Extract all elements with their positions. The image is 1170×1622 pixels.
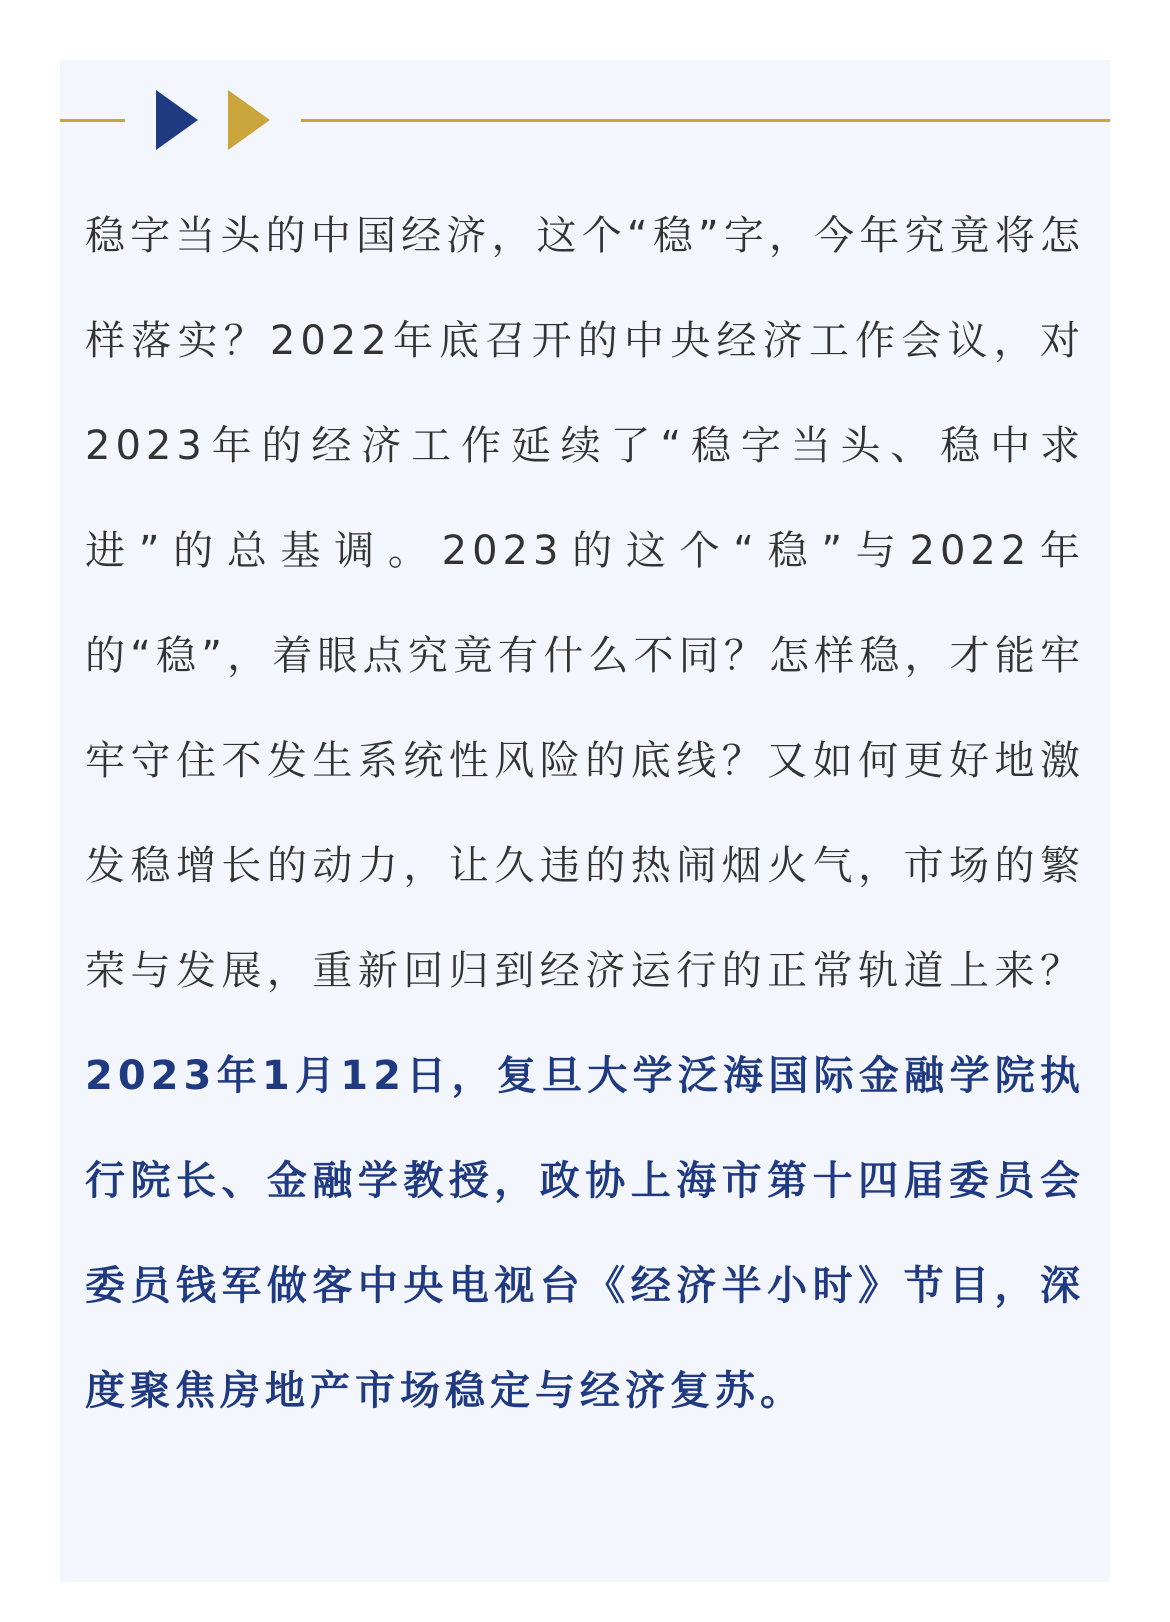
header-divider-right [301,119,1110,122]
paragraph-body-text: 稳字当头的中国经济，这个“稳”字，今年究竟将怎样落实？2022年底召开的中央经济工作会议，对2023年的经济工作延续了“稳字当头、稳中求进”的总基调。2023的这个“稳”与2022年的“稳”，着眼点究竟有什么不同？怎样稳，才能牢牢守住不发生系统性风险的底线？又如何更好地激发稳增长的动力，让久违的热闹烟火气，市场的繁荣与发展，重新回归到经济运行的正常轨道上来？ [85,213,1085,994]
paragraph-highlight-text: 2023年1月12日，复旦大学泛海国际金融学院执行院长、金融学教授，政协上海市第十四届委员会委员钱军做客中央电视台《经济半小时》节目，深度聚焦房地产市场稳定与经济复苏。 [85,1053,1085,1414]
article-paragraph [85,184,1085,1444]
header-divider-left [60,119,125,122]
triangle-right-gold-icon [228,90,270,150]
article-card [60,60,1110,1582]
triangle-right-navy-icon [156,90,198,150]
